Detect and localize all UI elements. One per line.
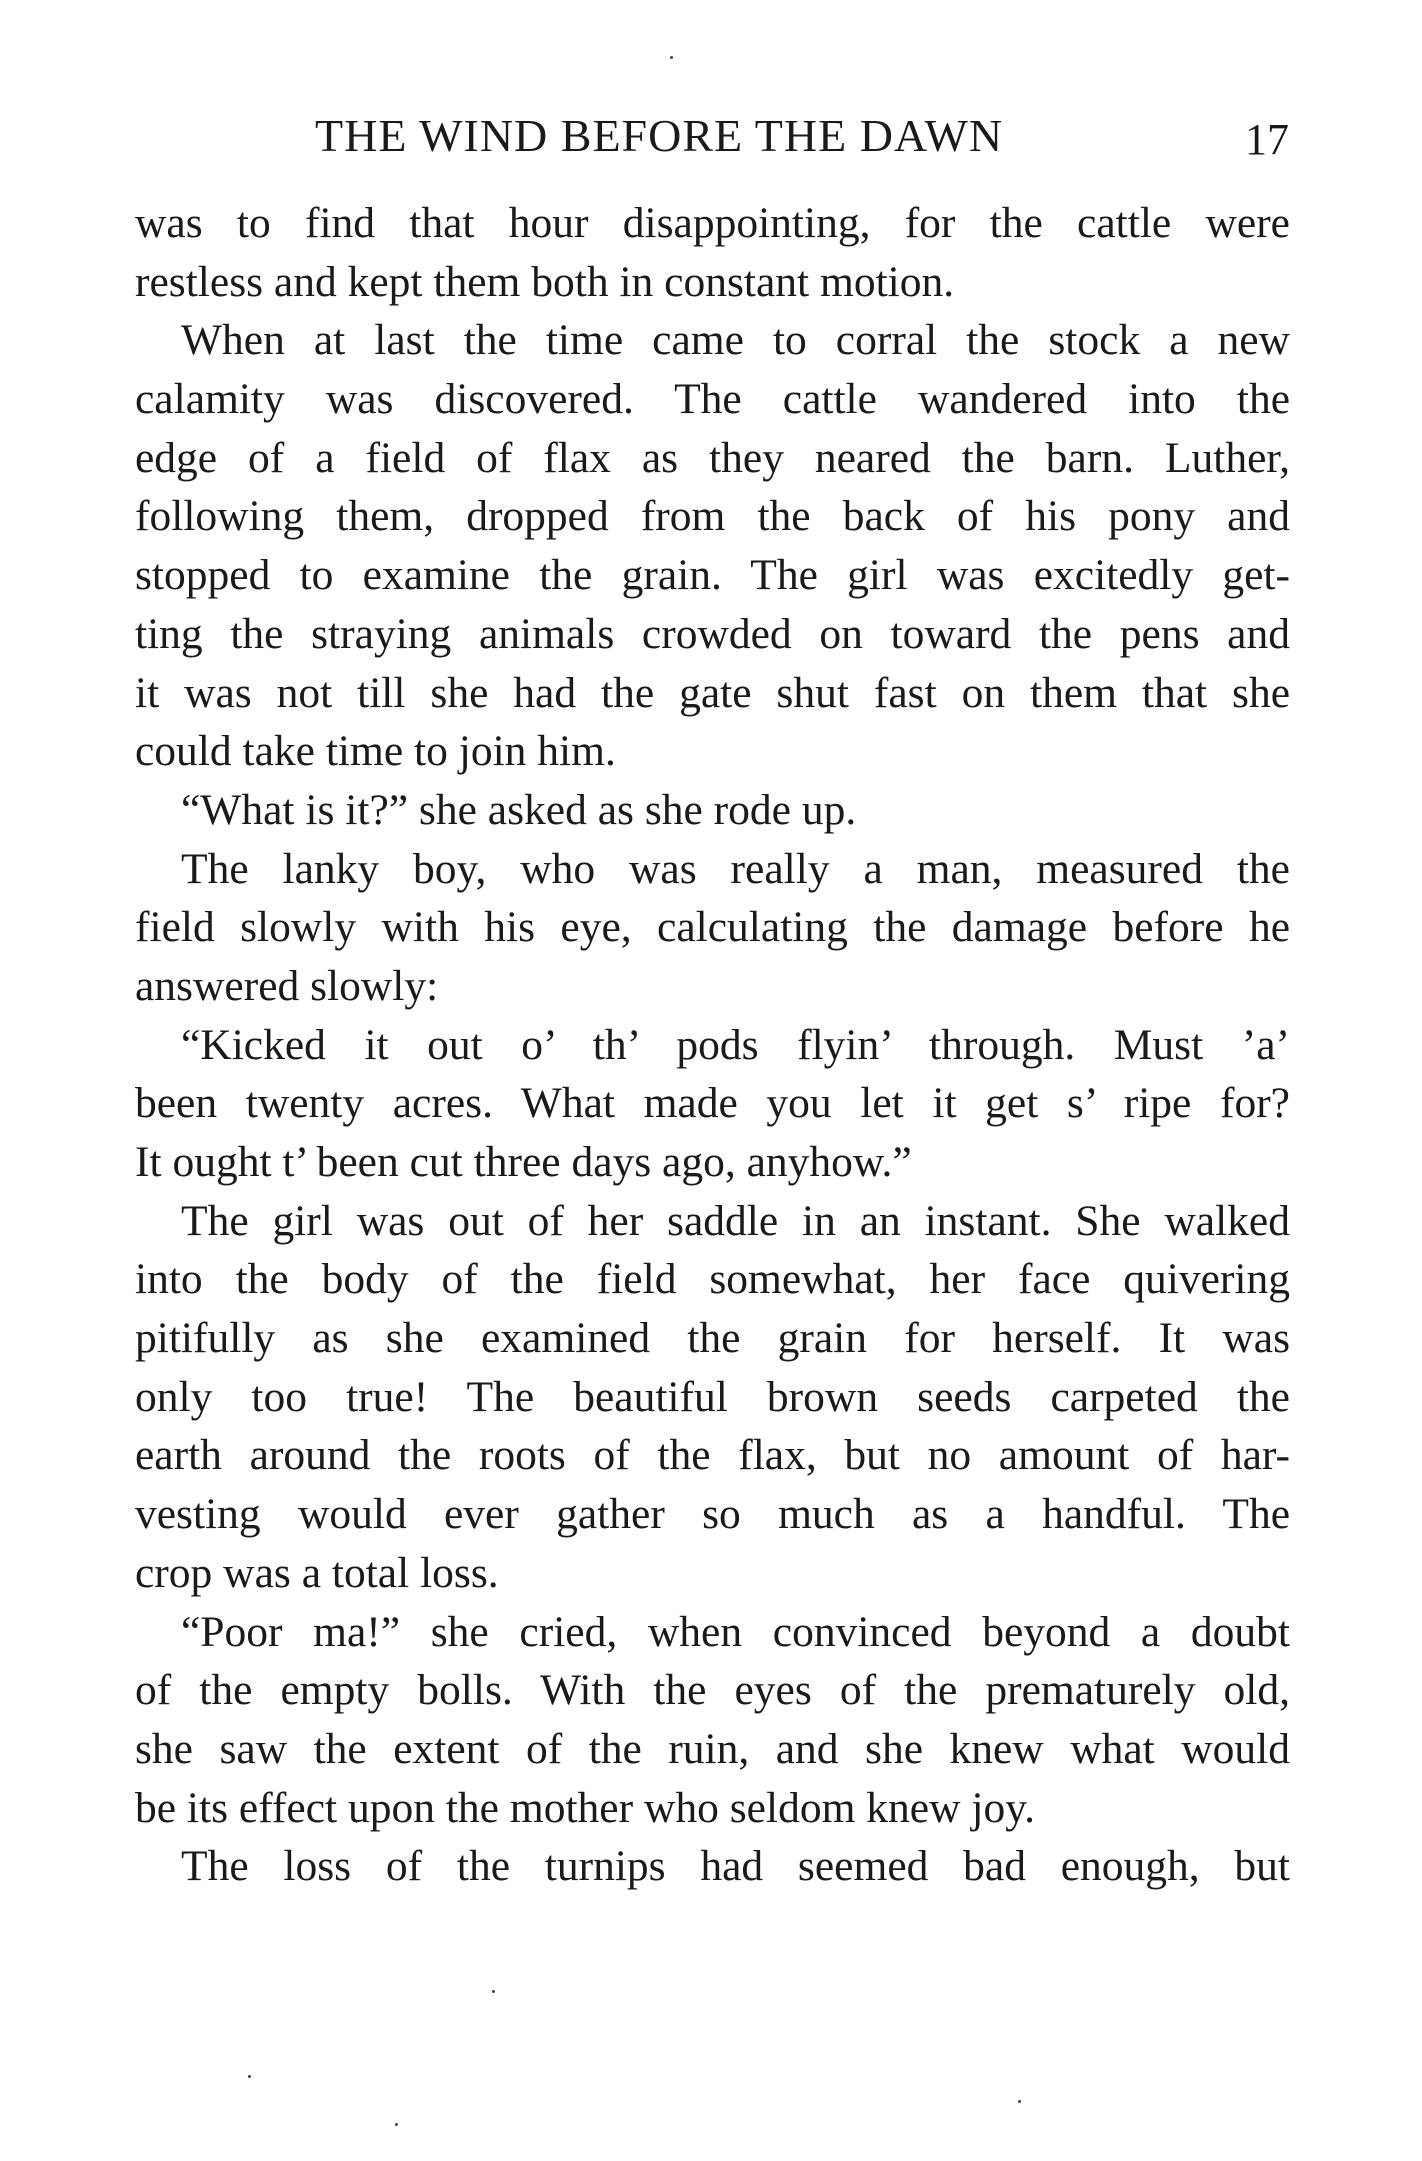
text-line: field slowly with his eye, calculating the damage before he bbox=[135, 903, 1290, 952]
scan-speck bbox=[395, 2123, 398, 2126]
running-title: THE WIND BEFORE THE DAWN bbox=[315, 110, 1004, 161]
text-line: calamity was discovered. The cattle wandered into the bbox=[135, 375, 1290, 424]
text-line: “What is it?” she asked as she rode up. bbox=[181, 785, 857, 834]
text-line: be its effect upon the mother who seldom knew joy. bbox=[135, 1783, 1036, 1832]
page-number: 17 bbox=[1245, 115, 1289, 164]
scan-speck bbox=[1018, 2100, 1021, 2103]
text-line: It ought t’ been cut three days ago, anyhow.” bbox=[135, 1138, 912, 1186]
text-line: pitifully as she examined the grain for herself. It was bbox=[135, 1314, 1290, 1363]
text-line: it was not till she had the gate shut fast on them that she bbox=[135, 668, 1290, 717]
scan-speck bbox=[248, 2075, 251, 2078]
text-line: was to find that hour disappointing, for the cattle were bbox=[135, 199, 1290, 247]
text-line: The loss of the turnips had seemed bad enough, but bbox=[181, 1842, 1290, 1891]
text-line: answered slowly: bbox=[135, 961, 439, 1010]
text-line: could take time to join him. bbox=[135, 727, 616, 776]
text-line: “Kicked it out o’ th’ pods flyin’ through. Must ’a’ bbox=[181, 1020, 1290, 1069]
text-line: stopped to examine the grain. The girl was excitedly get- bbox=[135, 551, 1290, 600]
text-line: When at last the time came to corral the stock a new bbox=[181, 316, 1290, 365]
text-line: The lanky boy, who was really a man, measured the bbox=[181, 844, 1290, 893]
text-line: she saw the extent of the ruin, and she knew what would bbox=[135, 1724, 1290, 1773]
text-line: only too true! The beautiful brown seeds carpeted the bbox=[135, 1372, 1290, 1421]
text-line: been twenty acres. What made you let it get s’ ripe for? bbox=[135, 1079, 1290, 1128]
scan-speck bbox=[670, 56, 673, 59]
text-line: crop was a total loss. bbox=[135, 1548, 499, 1597]
text-line: The girl was out of her saddle in an instant. She walked bbox=[181, 1196, 1290, 1245]
body-text bbox=[135, 194, 1290, 1896]
text-line: restless and kept them both in constant motion. bbox=[135, 257, 955, 306]
text-line: “Poor ma!” she cried, when convinced beyond a doubt bbox=[181, 1607, 1290, 1656]
scan-speck bbox=[492, 1990, 495, 1993]
text-line: following them, dropped from the back of his pony and bbox=[135, 492, 1290, 541]
text-line: earth around the roots of the flax, but no amount of har- bbox=[135, 1431, 1290, 1480]
text-line: edge of a field of flax as they neared the barn. Luther, bbox=[135, 433, 1290, 482]
text-line: of the empty bolls. With the eyes of the prematurely old, bbox=[135, 1666, 1290, 1715]
text-line: vesting would ever gather so much as a handful. The bbox=[135, 1490, 1290, 1539]
text-line: ting the straying animals crowded on toward the pens and bbox=[135, 609, 1290, 658]
text-line: into the body of the field somewhat, her face quivering bbox=[135, 1255, 1290, 1304]
